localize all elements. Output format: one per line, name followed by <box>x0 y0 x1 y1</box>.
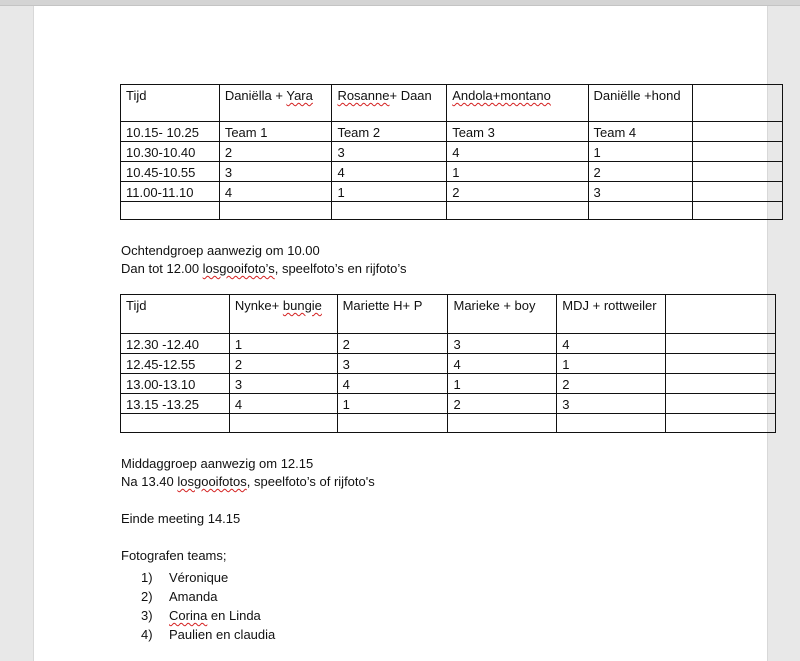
table-row <box>121 162 783 182</box>
list-item-text: Véronique <box>169 570 229 585</box>
table-row <box>121 374 776 394</box>
header-cell: MDJ + rottweiler <box>557 295 666 334</box>
table-cell: Team 4 <box>588 122 692 142</box>
table-cell <box>666 334 776 354</box>
table-cell: 1 <box>557 354 666 374</box>
table-header-row <box>121 85 783 122</box>
table-row <box>121 182 783 202</box>
list-item-text: Paulien en claudia <box>169 627 276 642</box>
table-cell: 13.00-13.10 <box>121 374 230 394</box>
table-cell: Team 2 <box>332 122 447 142</box>
morning-group-text: Ochtendgroep aanwezig om 10.00 <box>121 243 320 258</box>
table-cell <box>121 414 230 433</box>
text-run: Dan tot 12.00 <box>121 261 203 276</box>
table-cell: 1 <box>447 162 588 182</box>
table-cell <box>332 202 447 220</box>
photographers-heading: Fotografen teams; <box>121 548 227 563</box>
list-item <box>141 625 275 644</box>
table-cell: 4 <box>448 354 557 374</box>
end-meeting-text: Einde meeting 14.15 <box>121 511 241 526</box>
table-cell: 11.00-11.10 <box>121 182 220 202</box>
header-cell <box>666 295 776 334</box>
afternoon-schedule-table <box>120 294 776 433</box>
table-cell <box>557 414 666 433</box>
spelling-error: losgooifoto’s <box>202 261 275 276</box>
header-cell <box>692 85 782 122</box>
table-cell: 3 <box>219 162 332 182</box>
table-cell <box>666 354 776 374</box>
table-cell <box>692 182 782 202</box>
morning-photos-text <box>121 260 406 278</box>
header-cell: Daniëlle +hond <box>588 85 692 122</box>
spelling-error: losgooifotos <box>177 474 247 489</box>
table-cell: 2 <box>557 374 666 394</box>
table-cell: 4 <box>557 334 666 354</box>
table-cell: 2 <box>229 354 337 374</box>
afternoon-group-text: Middaggroep aanwezig om 12.15 <box>121 456 314 471</box>
table-cell: 3 <box>332 142 447 162</box>
table-cell: 1 <box>448 374 557 394</box>
text-run: Na 13.40 <box>121 474 178 489</box>
table-row <box>121 354 776 374</box>
text-run: , speelfoto’s of rijfoto's <box>246 474 375 489</box>
table-cell: 10.30-10.40 <box>121 142 220 162</box>
table-cell <box>666 414 776 433</box>
text-run: , speelfoto’s en rijfoto’s <box>274 261 407 276</box>
table-cell <box>666 374 776 394</box>
document-page <box>33 6 768 661</box>
header-cell: Marieke + boy <box>448 295 557 334</box>
header-cell: Rosanne+ Daan <box>332 85 447 122</box>
table-cell: 4 <box>337 374 448 394</box>
table-cell: 2 <box>448 394 557 414</box>
header-cell: Nynke+ bungie <box>229 295 337 334</box>
table-cell: 2 <box>588 162 692 182</box>
list-item-text: Amanda <box>169 589 218 604</box>
table-cell <box>588 202 692 220</box>
table-row <box>121 334 776 354</box>
table-row <box>121 122 783 142</box>
table-cell: 4 <box>229 394 337 414</box>
table-cell <box>447 202 588 220</box>
afternoon-photos-text <box>121 473 375 491</box>
table-cell: 1 <box>332 182 447 202</box>
header-cell: Tijd <box>121 295 230 334</box>
table-cell: 4 <box>219 182 332 202</box>
table-cell: Team 3 <box>447 122 588 142</box>
table-row-empty <box>121 202 783 220</box>
table-cell: 2 <box>219 142 332 162</box>
table-cell <box>692 122 782 142</box>
table-cell: 1 <box>229 334 337 354</box>
table-cell: 10.15- 10.25 <box>121 122 220 142</box>
list-number: 1) <box>141 570 153 585</box>
table-cell: 4 <box>447 142 588 162</box>
table-cell <box>692 162 782 182</box>
table-row <box>121 142 783 162</box>
table-header-row <box>121 295 776 334</box>
table-cell: 3 <box>588 182 692 202</box>
list-number: 4) <box>141 627 153 642</box>
header-cell: Andola+montano <box>447 85 588 122</box>
list-item <box>141 606 275 625</box>
list-number: 2) <box>141 589 153 604</box>
table-cell <box>219 202 332 220</box>
table-cell: 4 <box>332 162 447 182</box>
header-cell: Mariette H+ P <box>337 295 448 334</box>
table-cell: 1 <box>588 142 692 162</box>
header-cell: Tijd <box>121 85 220 122</box>
table-cell: 2 <box>337 334 448 354</box>
table-cell <box>692 202 782 220</box>
table-cell <box>448 414 557 433</box>
table-cell: 12.30 -12.40 <box>121 334 230 354</box>
photographers-list <box>141 568 275 644</box>
table-cell: 3 <box>557 394 666 414</box>
table-row <box>121 394 776 414</box>
table-cell: 2 <box>447 182 588 202</box>
list-item-text: en Linda <box>207 608 261 623</box>
list-item <box>141 568 275 587</box>
table-cell: 3 <box>337 354 448 374</box>
table-row-empty <box>121 414 776 433</box>
table-cell <box>692 142 782 162</box>
table-cell: Team 1 <box>219 122 332 142</box>
table-cell: 3 <box>448 334 557 354</box>
table-cell: 10.45-10.55 <box>121 162 220 182</box>
table-cell <box>337 414 448 433</box>
table-cell: 1 <box>337 394 448 414</box>
table-cell: 3 <box>229 374 337 394</box>
table-cell <box>666 394 776 414</box>
spelling-error: Corina <box>169 608 208 623</box>
table-cell <box>229 414 337 433</box>
header-cell: Daniëlla + Yara <box>219 85 332 122</box>
table-cell: 13.15 -13.25 <box>121 394 230 414</box>
list-number: 3) <box>141 608 153 623</box>
morning-schedule-table <box>120 84 783 220</box>
list-item <box>141 587 275 606</box>
table-cell: 12.45-12.55 <box>121 354 230 374</box>
table-cell <box>121 202 220 220</box>
